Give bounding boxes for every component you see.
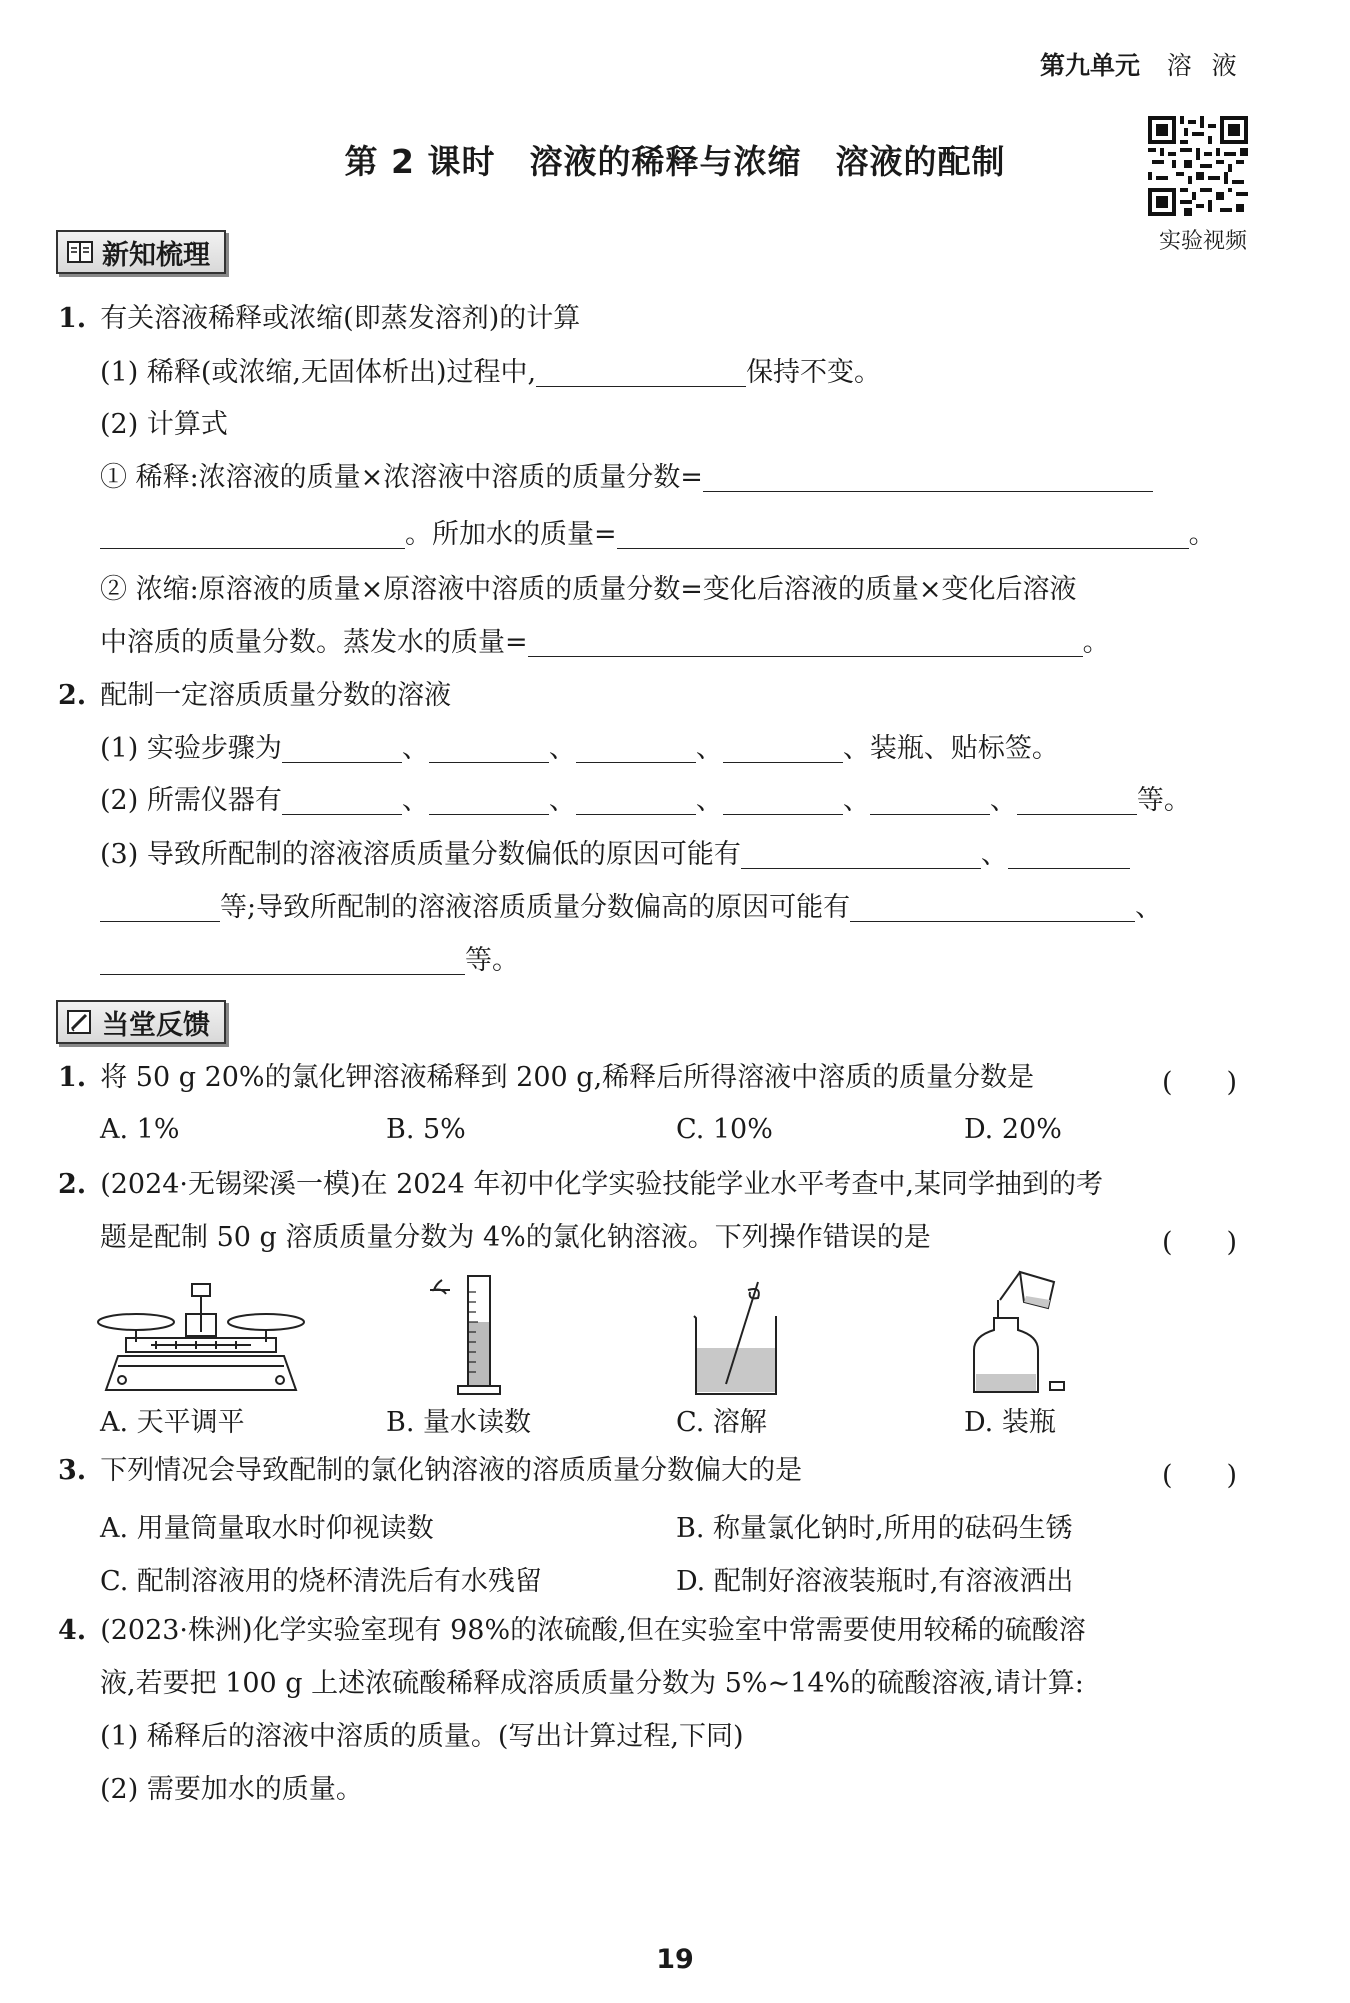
question-4-stem-line-2: 液,若要把 100 g 上述浓硫酸稀释成溶质质量分数为 5%~14%的硫酸溶液,请计算: [100,1668,1084,1699]
answer-bracket[interactable]: ( ) [1162,1460,1238,1491]
answer-blank[interactable] [741,840,981,869]
answer-blank[interactable] [536,358,746,387]
answer-blank[interactable] [850,893,1135,922]
question-4-sub-2: (2) 需要加水的质量。 [100,1774,363,1805]
q1-option-a[interactable]: A. 1% [100,1114,180,1145]
question-2-stem-line-1: 2. (2024·无锡梁溪一模)在 2024 年初中化学实验技能学业水平考查中,某同学抽到的考 [58,1169,1104,1200]
q1-option-d[interactable]: D. 20% [964,1114,1062,1145]
q2-option-c[interactable]: C. 溶解 [676,1407,767,1438]
answer-blank[interactable] [528,628,1083,657]
section-header-feedback [56,1000,226,1044]
question-4-sub-1: (1) 稀释后的溶液中溶质的质量。(写出计算过程,下同) [100,1721,744,1752]
section-label: 新知梳理 [102,239,210,271]
balance-scale-illustration[interactable] [96,1280,306,1395]
section-header-new-knowledge [56,230,226,274]
answer-blank[interactable] [617,520,1189,549]
q1-option-b[interactable]: B. 5% [386,1114,466,1145]
pencil-note-icon [66,1009,94,1035]
q3-option-b[interactable]: B. 称量氯化钠时,所用的砝码生锈 [676,1513,1073,1544]
answer-blank[interactable] [282,786,402,815]
answer-blank[interactable] [429,734,549,763]
page-number: 19 [656,1944,694,1975]
book-icon [66,239,94,265]
answer-blank[interactable] [282,734,402,763]
graduated-cylinder-illustration[interactable] [420,1272,510,1397]
knowledge-2-steps: (1) 实验步骤为 、 、 、 、装瓶、贴标签。 [100,733,1059,764]
answer-bracket[interactable]: ( ) [1162,1227,1238,1258]
section-label: 当堂反馈 [102,1009,210,1041]
answer-blank[interactable] [576,734,696,763]
answer-blank[interactable] [100,520,405,549]
qr-code-icon[interactable] [1148,116,1248,216]
q2-option-a[interactable]: A. 天平调平 [100,1407,245,1438]
q3-option-d[interactable]: D. 配制好溶液装瓶时,有溶液洒出 [676,1566,1074,1597]
qr-caption: 实验视频 [1158,229,1247,254]
answer-bracket[interactable]: ( ) [1162,1067,1238,1098]
q2-option-b[interactable]: B. 量水读数 [386,1407,532,1438]
answer-blank[interactable] [100,893,220,922]
lesson-title: 第 2 课时 溶液的稀释与浓缩 溶液的配制 [344,142,1006,181]
subject-label: 溶 液 [1166,51,1243,80]
beaker-stirring-illustration[interactable] [688,1276,784,1398]
knowledge-1-water-evaporated: 中溶质的质量分数。蒸发水的质量= 。 [100,627,1110,658]
q1-option-c[interactable]: C. 10% [676,1114,773,1145]
answer-blank[interactable] [100,946,465,975]
q2-option-d[interactable]: D. 装瓶 [964,1407,1056,1438]
knowledge-1-title: 1. 有关溶液稀释或浓缩(即蒸发溶剂)的计算 [58,303,581,334]
knowledge-2-high-causes-end: 等。 [100,943,519,979]
answer-blank[interactable] [429,786,549,815]
knowledge-1-part-1: (1) 稀释(或浓缩,无固体析出)过程中, 保持不变。 [100,357,882,388]
answer-blank[interactable] [1017,786,1137,815]
question-1-stem: 1. 将 50 g 20%的氯化钾溶液稀释到 200 g,稀释后所得溶液中溶质的质量分数是 [58,1062,1035,1093]
q3-option-a[interactable]: A. 用量筒量取水时仰视读数 [100,1513,434,1544]
knowledge-1-concentration: ② 浓缩:原溶液的质量×原溶液中溶质的质量分数=变化后溶液的质量×变化后溶液 [100,574,1077,605]
pouring-into-bottle-illustration[interactable] [964,1270,1074,1398]
knowledge-1-water-added: 。所加水的质量= 。 [100,517,1216,553]
question-2-stem-line-2: 题是配制 50 g 溶质质量分数为 4%的氯化钠溶液。下列操作错误的是 [100,1222,931,1253]
question-4-stem-line-1: 4. (2023·株洲)化学实验室现有 98%的浓硫酸,但在实验室中常需要使用较稀的硫酸溶 [58,1615,1086,1646]
knowledge-2-high-causes: 等;导致所配制的溶液溶质质量分数偏高的原因可能有 、 [100,890,1162,926]
question-3-stem: 3. 下列情况会导致配制的氯化钠溶液的溶质质量分数偏大的是 [58,1455,803,1486]
knowledge-2-instruments: (2) 所需仪器有 、 、 、 、 、 等。 [100,785,1191,816]
answer-blank[interactable] [870,786,990,815]
answer-blank[interactable] [576,786,696,815]
answer-blank[interactable] [723,734,843,763]
knowledge-2-title: 2. 配制一定溶质质量分数的溶液 [58,680,452,711]
answer-blank[interactable] [1008,840,1130,869]
knowledge-2-low-causes: (3) 导致所配制的溶液溶质质量分数偏低的原因可能有 、 [100,837,1130,873]
q3-option-c[interactable]: C. 配制溶液用的烧杯清洗后有水残留 [100,1566,542,1597]
answer-blank[interactable] [703,463,1153,492]
answer-blank[interactable] [723,786,843,815]
unit-header [1040,46,1243,82]
unit-label: 第九单元 [1040,51,1141,80]
knowledge-1-dilution: ① 稀释:浓溶液的质量×浓溶液中溶质的质量分数= [100,460,1153,496]
knowledge-1-part-2: (2) 计算式 [100,409,228,440]
